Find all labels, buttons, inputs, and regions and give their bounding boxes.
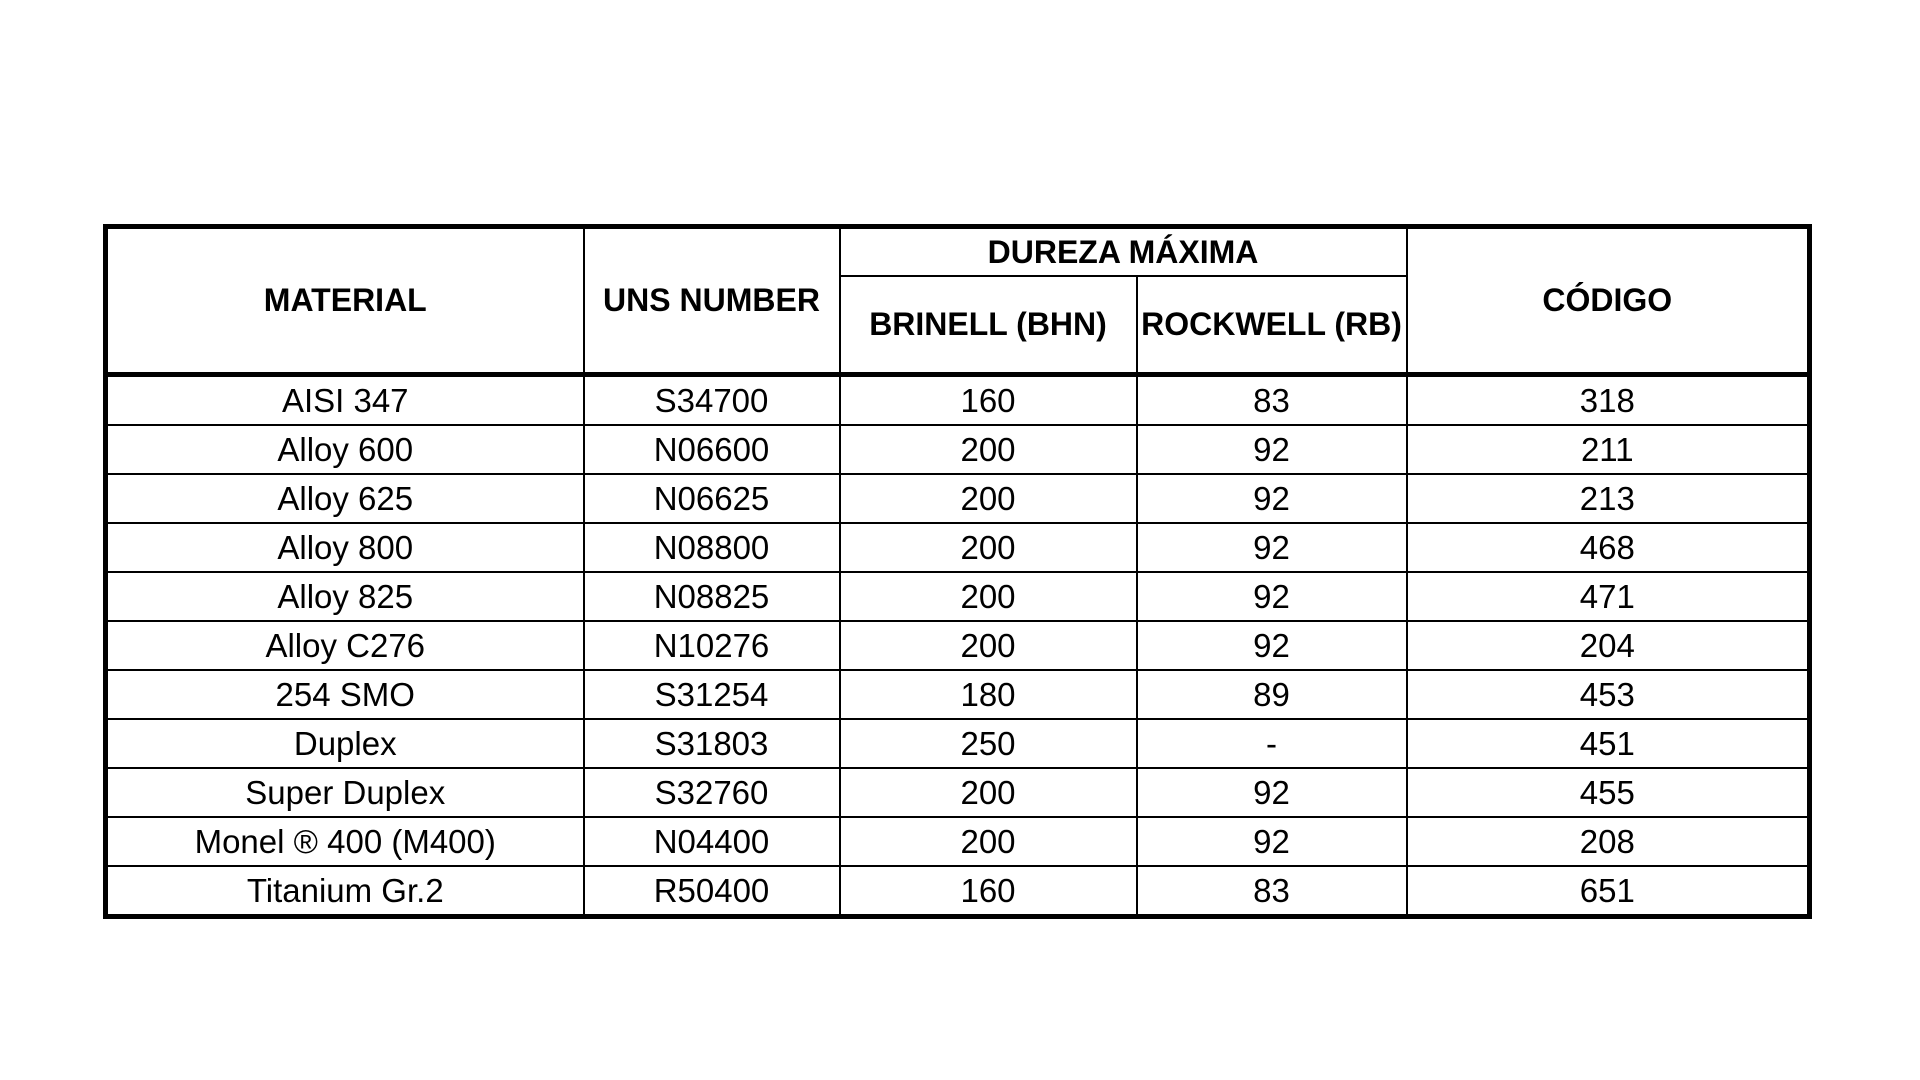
hardness-table-container	[103, 224, 1807, 919]
cell-rockwell: 83	[1137, 375, 1407, 426]
hardness-table	[103, 224, 1812, 919]
cell-uns-number: S32760	[584, 768, 840, 817]
table-row	[106, 523, 1810, 572]
table-row	[106, 866, 1810, 917]
table-row	[106, 375, 1810, 426]
table-row	[106, 719, 1810, 768]
cell-brinell: 160	[840, 375, 1137, 426]
cell-codigo: 471	[1407, 572, 1810, 621]
cell-brinell: 200	[840, 474, 1137, 523]
cell-brinell: 200	[840, 768, 1137, 817]
cell-uns-number: S31254	[584, 670, 840, 719]
header-brinell: BRINELL (BHN)	[840, 276, 1137, 375]
table-row	[106, 572, 1810, 621]
cell-material: Alloy C276	[106, 621, 584, 670]
cell-brinell: 200	[840, 572, 1137, 621]
table-body	[106, 375, 1810, 917]
cell-material: Monel ® 400 (M400)	[106, 817, 584, 866]
table-row	[106, 425, 1810, 474]
cell-codigo: 208	[1407, 817, 1810, 866]
cell-rockwell: 92	[1137, 474, 1407, 523]
cell-uns-number: S34700	[584, 375, 840, 426]
cell-rockwell: 92	[1137, 523, 1407, 572]
cell-uns-number: R50400	[584, 866, 840, 917]
cell-brinell: 250	[840, 719, 1137, 768]
cell-codigo: 455	[1407, 768, 1810, 817]
cell-uns-number: N04400	[584, 817, 840, 866]
cell-material: Alloy 800	[106, 523, 584, 572]
cell-brinell: 160	[840, 866, 1137, 917]
cell-codigo: 651	[1407, 866, 1810, 917]
cell-material: Alloy 600	[106, 425, 584, 474]
cell-uns-number: N08800	[584, 523, 840, 572]
table-row	[106, 817, 1810, 866]
cell-codigo: 453	[1407, 670, 1810, 719]
cell-rockwell: 92	[1137, 572, 1407, 621]
cell-codigo: 204	[1407, 621, 1810, 670]
cell-material: Duplex	[106, 719, 584, 768]
cell-uns-number: N08825	[584, 572, 840, 621]
header-codigo: CÓDIGO	[1407, 227, 1810, 375]
cell-uns-number: S31803	[584, 719, 840, 768]
cell-brinell: 200	[840, 425, 1137, 474]
cell-material: 254 SMO	[106, 670, 584, 719]
table-row	[106, 768, 1810, 817]
cell-rockwell: 92	[1137, 621, 1407, 670]
cell-material: AISI 347	[106, 375, 584, 426]
cell-brinell: 200	[840, 523, 1137, 572]
cell-codigo: 211	[1407, 425, 1810, 474]
header-rockwell: ROCKWELL (RB)	[1137, 276, 1407, 375]
cell-rockwell: 92	[1137, 817, 1407, 866]
table-row	[106, 474, 1810, 523]
cell-codigo: 318	[1407, 375, 1810, 426]
cell-material: Titanium Gr.2	[106, 866, 584, 917]
cell-rockwell: 83	[1137, 866, 1407, 917]
cell-uns-number: N06625	[584, 474, 840, 523]
header-dureza-maxima: DUREZA MÁXIMA	[840, 227, 1407, 277]
table-row	[106, 621, 1810, 670]
cell-rockwell: 92	[1137, 768, 1407, 817]
header-material: MATERIAL	[106, 227, 584, 375]
cell-material: Alloy 625	[106, 474, 584, 523]
cell-material: Super Duplex	[106, 768, 584, 817]
cell-rockwell: -	[1137, 719, 1407, 768]
cell-rockwell: 89	[1137, 670, 1407, 719]
cell-uns-number: N06600	[584, 425, 840, 474]
cell-rockwell: 92	[1137, 425, 1407, 474]
cell-material: Alloy 825	[106, 572, 584, 621]
cell-uns-number: N10276	[584, 621, 840, 670]
cell-codigo: 451	[1407, 719, 1810, 768]
table-row	[106, 670, 1810, 719]
cell-codigo: 213	[1407, 474, 1810, 523]
cell-brinell: 200	[840, 621, 1137, 670]
cell-codigo: 468	[1407, 523, 1810, 572]
header-uns-number: UNS NUMBER	[584, 227, 840, 375]
cell-brinell: 200	[840, 817, 1137, 866]
cell-brinell: 180	[840, 670, 1137, 719]
